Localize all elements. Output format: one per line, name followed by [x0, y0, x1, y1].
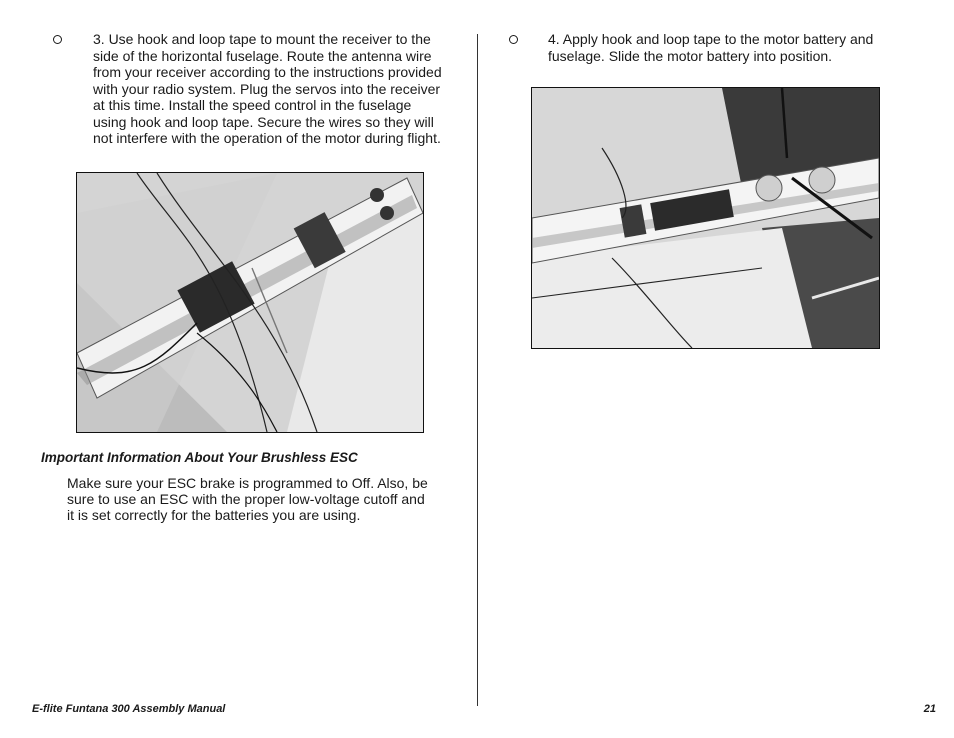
esc-info-heading: Important Information About Your Brushless ESC: [41, 450, 358, 465]
checkbox-circle-icon[interactable]: [53, 35, 62, 44]
checkbox-circle-icon[interactable]: [509, 35, 518, 44]
battery-installation-photo: [531, 87, 880, 349]
page-number: 21: [923, 703, 936, 715]
step-4-text: 4. Apply hook and loop tape to the motor battery and fuselage. Slide the motor battery into position.: [548, 31, 874, 64]
column-divider: [477, 34, 478, 706]
manual-title: E-flite Funtana 300 Assembly Manual: [32, 703, 226, 715]
esc-info-body: Make sure your ESC brake is programmed to Off. Also, be sure to use an ESC with the proper low-voltage cutoff and it is set correctly for the batteries you are using.: [67, 475, 428, 523]
receiver-installation-photo: [76, 172, 424, 433]
step-3-text: 3. Use hook and loop tape to mount the receiver to the side of the horizontal fuselage. Route the antenna wire from your receiver according to the instructions provided with your radio system. Plug the servos into the receiver at this time. Install the speed control in the fuselage using hook and loop tape. Secure the wires so they will not interfere with the operation of the motor during flight.: [93, 31, 442, 146]
